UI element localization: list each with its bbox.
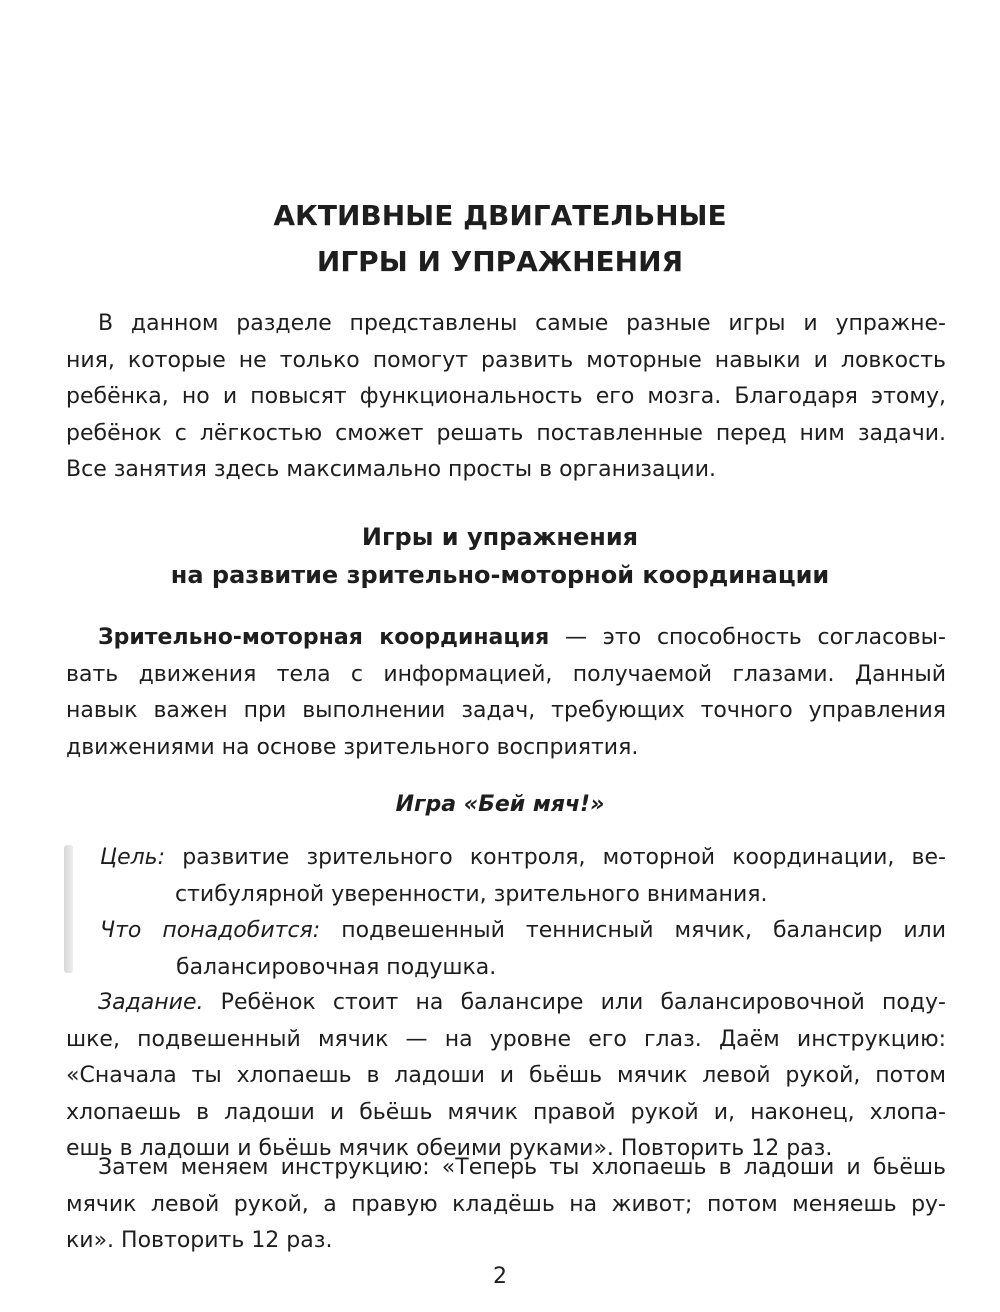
task-line: шке, подвешенный мячик — на уровне его глаз. Даём инструкцию: [66, 1026, 946, 1052]
game-task-variation [66, 1150, 946, 1260]
needs-line: балансировочная подушка. [176, 954, 497, 980]
task-line: хлопаешь в ладоши и бьёшь мячик правой рукой и, наконец, хлопа- [66, 1099, 946, 1125]
definition-line-rest: — это способность согласовы- [549, 625, 946, 650]
section-heading [0, 518, 1000, 594]
intro-line: ния, которые не только помогут развить моторные навыки и ловкость [66, 347, 946, 373]
goal-line: стибулярной уверенности, зрительного внимания. [175, 881, 768, 907]
task-line: «Сначала ты хлопаешь в ладоши и бьёшь мячик левой рукой, потом [66, 1063, 946, 1088]
task2-line: Затем меняем инструкцию: «Теперь ты хлопаешь в ладоши и бьёшь [98, 1155, 946, 1180]
intro-line: В данном разделе представлены самые разные игры и упражне- [98, 311, 946, 336]
game-materials [100, 913, 946, 986]
needs-text: подвешенный теннисный мячик, балансир или [320, 918, 946, 943]
page-number: 2 [493, 1264, 507, 1289]
definition-line [66, 620, 946, 657]
intro-line: ребёнок с лёгкостью сможет решать поставленные перед ним задачи. [66, 420, 946, 446]
definition-term: Зрительно-моторная координация [98, 625, 550, 650]
section-heading-line-2: на развитие зрительно-моторной координации [170, 561, 830, 589]
task-text: Ребёнок стоит на балансире или балансировочной поду- [203, 990, 946, 1015]
task2-line: ки». Повторить 12 раз. [66, 1228, 333, 1253]
intro-line: ребёнка, но и повысят функциональность его мозга. Благодаря этому, [66, 384, 946, 409]
page-title [0, 193, 1000, 285]
game-title: Игра «Бей мяч!» [395, 792, 605, 817]
page-title-line-1: АКТИВНЫЕ ДВИГАТЕЛЬНЫЕ [273, 199, 727, 232]
needs-label: Что понадобится: [100, 918, 321, 943]
definition-line: навык важен при выполнении задач, требующих точного управления [66, 698, 946, 723]
definition-paragraph [66, 620, 946, 766]
goal-label: Цель: [100, 845, 166, 870]
task-line: ешь в ладоши и бьёшь мячик обеими руками». Повторить 12 раз. [66, 1136, 833, 1161]
intro-paragraph [66, 306, 946, 489]
task2-line: мячик левой рукой, а правую кладёшь на живот; потом меняешь ру- [66, 1191, 946, 1217]
needs-line [100, 913, 946, 950]
definition-line: вать движения тела с информацией, получаемой глазами. Данный [66, 661, 946, 687]
intro-line: Все занятия здесь максимально просты в организации. [66, 457, 716, 482]
goal-line [100, 840, 946, 877]
section-heading-line-1: Игры и упражнения [361, 523, 639, 551]
task-label: Задание. [98, 990, 204, 1015]
task-line [66, 985, 946, 1022]
page-title-line-2: ИГРЫ И УПРАЖНЕНИЯ [316, 245, 684, 278]
game-task [66, 985, 946, 1168]
goal-text: развитие зрительного контроля, моторной координации, ве- [165, 845, 946, 870]
definition-line: движениями на основе зрительного восприятия. [66, 734, 639, 760]
game-goal [100, 840, 946, 913]
decorative-side-bar [64, 845, 73, 973]
